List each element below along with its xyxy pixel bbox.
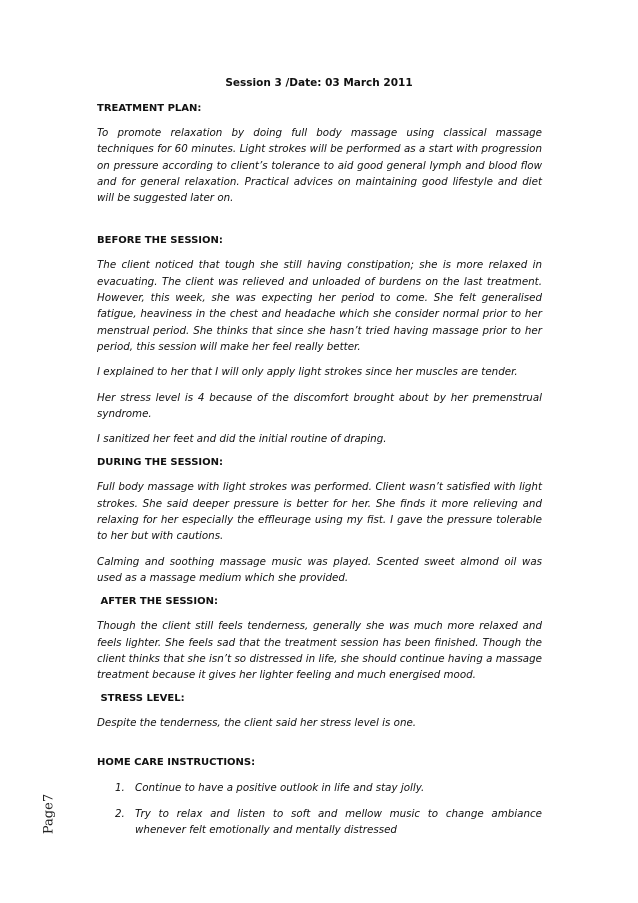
list-item-number: 2. — [115, 808, 125, 821]
session-title: Session 3 /Date: 03 March 2011 — [225, 77, 413, 89]
before-session-text-1: The client noticed that tough she still having constipation; she is more relaxed in evacuating. The client was relieved and unloaded of burdens on the last treatment. However, this week, she was expecting her period to come. She felt generalised fatigue, heaviness in the chest and headache which she consider normal prior to her menstrual period. She thinks that since she hasn’t tried having massage prior to her period, this session will make her feel really better. — [97, 259, 542, 353]
page-number — [38, 784, 60, 844]
list-item-text: Continue to have a positive outlook in life and stay jolly. — [135, 781, 425, 794]
during-session-heading: DURING THE SESSION: — [97, 457, 223, 469]
during-session-text-2: Calming and soothing massage music was played. Scented sweet almond oil was used as a massage medium which she provided. — [97, 555, 542, 584]
stress-level-text: Despite the tenderness, the client said her stress level is one. — [97, 717, 417, 730]
after-session-text: Though the client still feels tenderness, generally she was much more relaxed and feels lighter. She feels sad that the treatment session has been finished. Though the client thinks that she isn’t so distressed in life, she should continue having a massage treatment because it gives her lighter feeling and much energised mood. — [97, 620, 542, 682]
after-session-heading: AFTER THE SESSION: — [97, 596, 218, 608]
treatment-plan-heading: TREATMENT PLAN: — [97, 103, 202, 114]
list-item-number: 1. — [115, 781, 125, 794]
before-session-text-4: I sanitized her feet and did the initial routine of draping. — [97, 433, 387, 446]
document-body — [97, 102, 542, 839]
list-item — [97, 806, 542, 839]
stress-level-heading: STRESS LEVEL: — [97, 693, 185, 705]
before-session-text-2: I explained to her that I will only apply light strokes since her muscles are tender. — [97, 366, 518, 379]
during-session-text-1: Full body massage with light strokes was performed. Client wasn’t satisfied with light strokes. She said deeper pressure is better for her. She finds it more relieving and relaxing for her especially the effleurage using my fist. I gave the pressure tolerable to her but with cautions. — [97, 481, 542, 543]
home-care-list — [97, 780, 542, 839]
before-session-text-3: Her stress level is 4 because of the discomfort brought about by her premenstrual syndrome. — [97, 391, 542, 420]
home-care-heading: HOME CARE INSTRUCTIONS: — [97, 756, 256, 768]
page-number-label: Page7 — [41, 793, 57, 835]
list-item-text: Try to relax and listen to soft and mellow music to change ambiance whenever felt emotionally and mentally distressed — [135, 808, 542, 837]
treatment-plan-text: To promote relaxation by doing full body massage using classical massage techniques for 60 minutes. Light strokes will be performed as a start with progression on pressure according to client’s tolerance to aid good general lymph and blood flow and for general relaxation. Practical advices on maintaining good lifestyle and diet will be suggested later on. — [97, 127, 542, 205]
before-session-heading: BEFORE THE SESSION: — [97, 235, 223, 247]
list-item — [97, 780, 542, 796]
